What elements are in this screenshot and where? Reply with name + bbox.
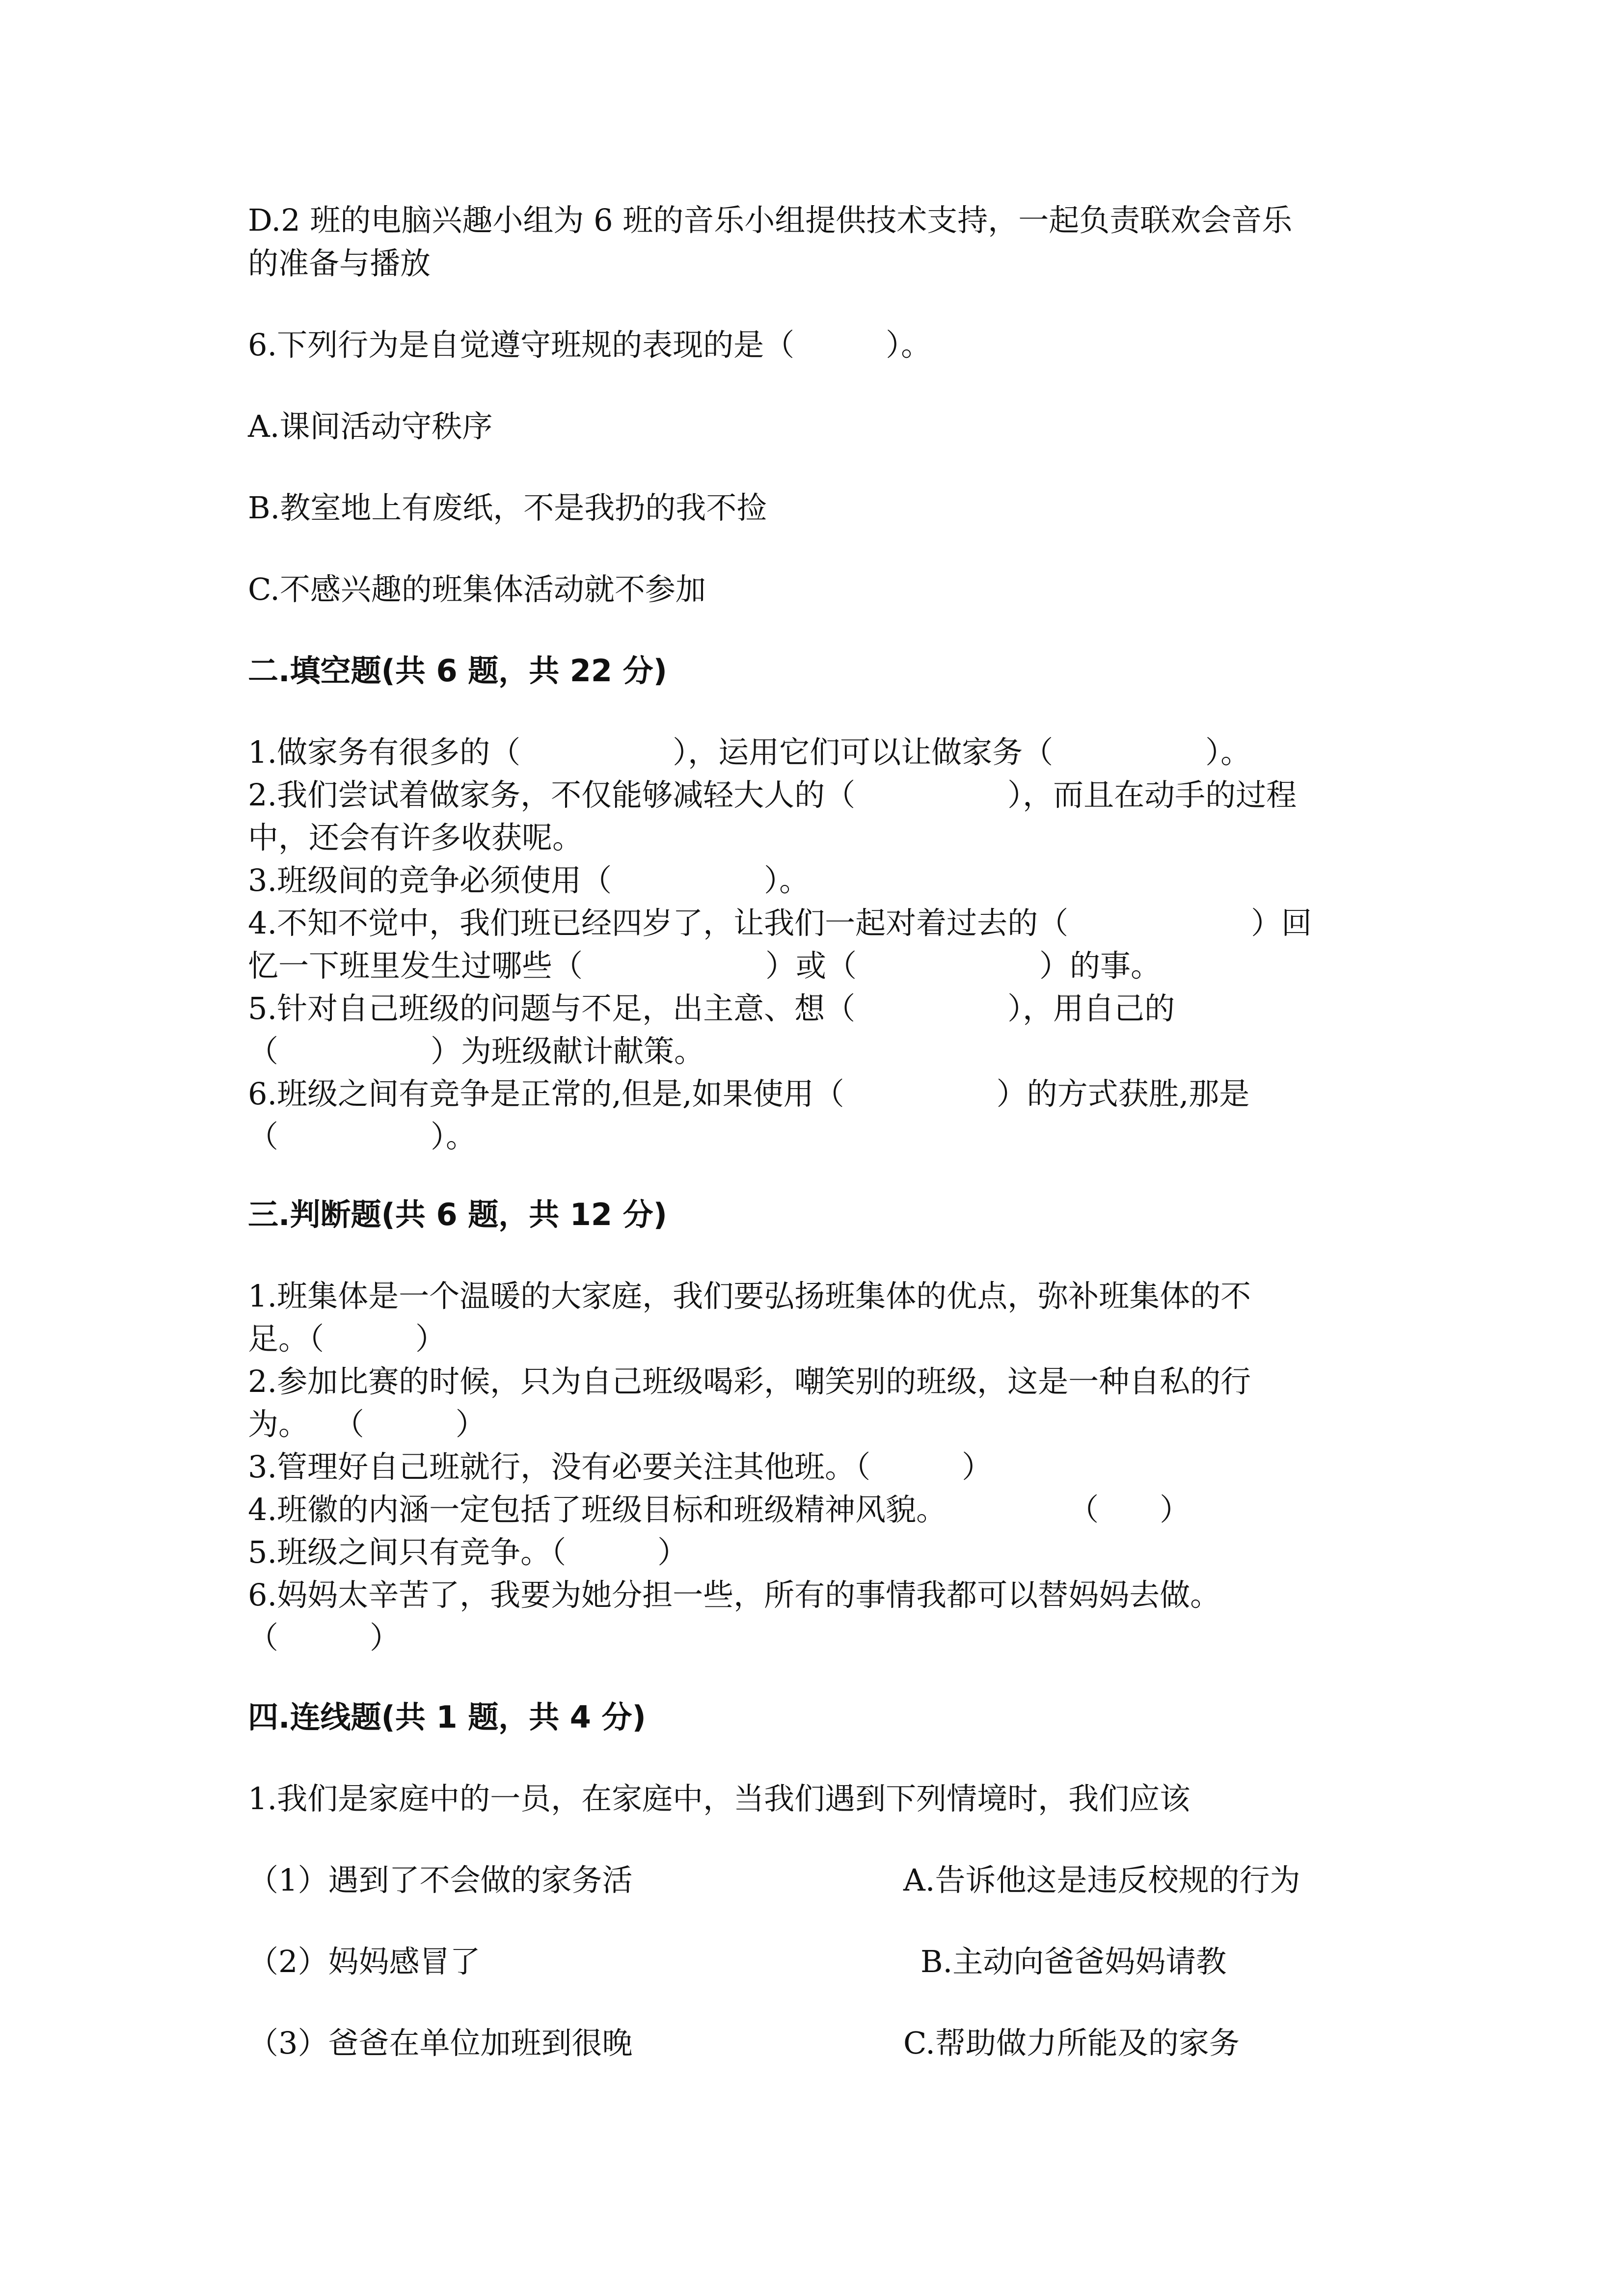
fill-line-9: 6.班级之间有竞争是正常的,但是,如果使用（ ）的方式获胜,那是 (248, 1076, 1250, 1112)
fill-line-4: 3.班级间的竞争必须使用（ ）。 (248, 862, 810, 898)
judge-line-3: 2.参加比赛的时候，只为自己班级喝彩，嘲笑别的班级，这是一种自私的行 (248, 1363, 1251, 1399)
fill-line-1: 1.做家务有很多的（ ），运用它们可以让做家务（ ）。 (248, 734, 1251, 770)
fill-line-7: 5.针对自己班级的问题与不足，出主意、想（ ），用自己的 (248, 990, 1175, 1026)
judge-line-9: （ ） (248, 1620, 401, 1655)
match-stem: 1.我们是家庭中的一员，在家庭中，当我们遇到下列情境时，我们应该 (248, 1781, 1191, 1816)
judge-line-4: 为。 （ ） (248, 1406, 486, 1442)
match-right-item-c: C.帮助做力所能及的家务 (903, 2025, 1240, 2061)
section2-heading: 二.填空题(共 6 题，共 22 分) (248, 653, 667, 689)
fill-line-10: （ ）。 (248, 1119, 477, 1154)
judge-line-8: 6.妈妈太辛苦了，我要为她分担一些，所有的事情我都可以替妈妈去做。 (248, 1577, 1221, 1613)
fill-line-6: 忆一下班里发生过哪些（ ）或（ ）的事。 (248, 948, 1162, 984)
fill-line-2: 2.我们尝试着做家务，不仅能够减轻大人的（ ），而且在动手的过程 (248, 777, 1297, 813)
match-right-item-b: B.主动向爸爸妈妈请教 (920, 1944, 1227, 1979)
q6-option-c: C.不感兴趣的班集体活动就不参加 (248, 571, 706, 607)
section4-heading: 四.连线题(共 1 题，共 4 分) (248, 1699, 646, 1735)
section3-heading: 三.判断题(共 6 题，共 12 分) (248, 1197, 667, 1232)
fill-line-5: 4.不知不觉中，我们班已经四岁了，让我们一起对着过去的（ ）回 (248, 905, 1312, 941)
q5-option-d-line1: D.2 班的电脑兴趣小组为 6 班的音乐小组提供技术支持，一起负责联欢会音乐 (248, 202, 1293, 238)
judge-line-2: 足。（ ） (248, 1321, 446, 1357)
judge-line-1: 1.班集体是一个温暖的大家庭，我们要弘扬班集体的优点，弥补班集体的不 (248, 1278, 1251, 1314)
q6-option-b: B.教室地上有废纸，不是我扔的我不捡 (248, 490, 767, 526)
q6-stem: 6.下列行为是自觉遵守班规的表现的是（ ）。 (248, 327, 932, 363)
match-left-item-3: （3）爸爸在单位加班到很晚 (248, 2025, 633, 2061)
judge-line-7: 5.班级之间只有竞争。（ ） (248, 1534, 688, 1570)
match-right-item-a: A.告诉他这是违反校规的行为 (903, 1862, 1300, 1898)
judge-line-5: 3.管理好自己班就行，没有必要关注其他班。（ ） (248, 1449, 993, 1485)
q5-option-d-line2: 的准备与播放 (248, 245, 431, 281)
q6-option-a: A.课间活动守秩序 (248, 408, 493, 444)
match-left-item-1: （1）遇到了不会做的家务活 (248, 1862, 633, 1898)
fill-line-3: 中，还会有许多收获呢。 (248, 820, 583, 855)
match-left-item-2: （2）妈妈感冒了 (248, 1944, 481, 1979)
fill-line-8: （ ）为班级献计献策。 (248, 1033, 705, 1069)
judge-line-6: 4.班徽的内涵一定包括了班级目标和班级精神风貌。 （ ） (248, 1492, 1191, 1527)
